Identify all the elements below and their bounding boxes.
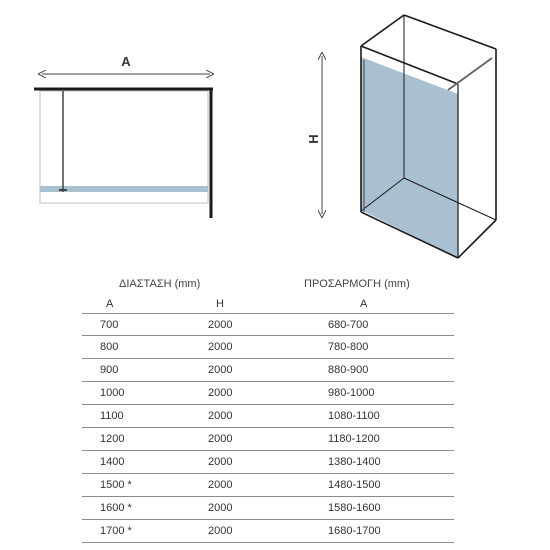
adjustment-cell: 1680-1700 [328, 525, 381, 537]
adjustment-cell: 1380-1400 [328, 456, 381, 468]
column-header-adjustment: A [360, 298, 368, 310]
height-cell: 2000 [208, 341, 233, 353]
adjustment-cell: 780-800 [328, 341, 369, 353]
height-cell: 2000 [208, 319, 233, 331]
width-cell: 900 [100, 364, 119, 376]
width-dimension-label: A [121, 54, 131, 69]
table-row [82, 313, 454, 336]
table-row [82, 451, 454, 474]
height-cell: 2000 [208, 502, 233, 514]
elevation-view [306, 15, 496, 258]
adjustment-cell: 1480-1500 [328, 479, 381, 491]
width-cell: 800 [100, 341, 119, 353]
table-row [82, 336, 454, 359]
plan-view [34, 54, 213, 218]
adjustment-cell: 1080-1100 [328, 410, 380, 422]
table-row [82, 382, 454, 405]
height-dimension-label: H [306, 134, 321, 144]
table-row [82, 359, 454, 382]
width-cell: 1400 [100, 456, 125, 468]
table-row [82, 405, 454, 428]
width-cell: 700 [100, 319, 119, 331]
adjustment-cell: 1180-1200 [328, 433, 380, 445]
width-cell: 1600 * [100, 502, 132, 514]
height-cell: 2000 [208, 433, 233, 445]
width-cell: 1500 * [100, 479, 132, 491]
table-row [82, 428, 454, 451]
adjustment-group-header: ΠΡΟΣΑΡΜΟΓΗ (mm) [304, 278, 410, 290]
height-cell: 2000 [208, 456, 233, 468]
width-cell: 1700 * [100, 525, 132, 537]
column-header-width: A [106, 298, 114, 310]
support-bar [448, 58, 492, 90]
dimension-group-header: ΔΙΑΣΤΑΣΗ (mm) [119, 278, 201, 290]
adjustment-cell: 1580-1600 [328, 502, 381, 514]
height-cell: 2000 [208, 479, 233, 491]
column-header-height: H [216, 298, 224, 310]
dimensions-table [82, 313, 454, 543]
table-row [82, 497, 454, 520]
height-cell: 2000 [208, 387, 233, 399]
height-cell: 2000 [208, 525, 233, 537]
adjustment-cell: 680-700 [328, 319, 369, 331]
dimension-diagrams [0, 0, 550, 270]
height-cell: 2000 [208, 410, 233, 422]
glass-panel [361, 57, 458, 258]
table-row [82, 520, 454, 543]
adjustment-cell: 980-1000 [328, 387, 375, 399]
width-cell: 1000 [100, 387, 125, 399]
width-cell: 1200 [100, 433, 125, 445]
height-cell: 2000 [208, 364, 233, 376]
width-cell: 1100 [100, 410, 124, 422]
adjustment-cell: 880-900 [328, 364, 369, 376]
table-row [82, 474, 454, 497]
